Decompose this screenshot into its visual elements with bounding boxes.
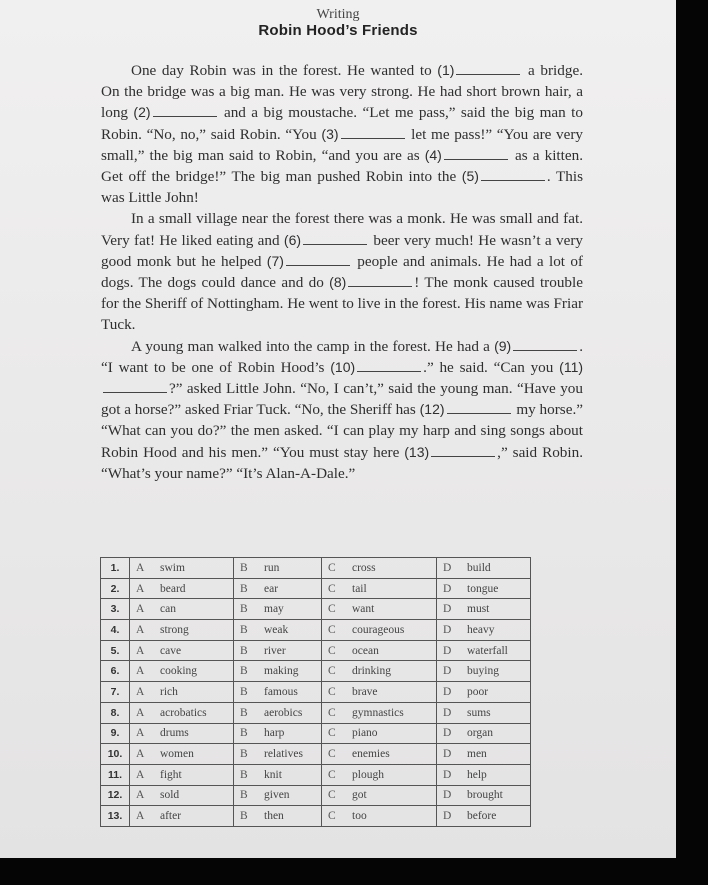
option-b[interactable]	[234, 723, 322, 744]
section-label: Writing	[316, 7, 360, 22]
option-letter: B	[240, 727, 248, 740]
question-number: 5.	[101, 640, 130, 661]
option-a[interactable]	[130, 578, 234, 599]
option-word: can	[160, 603, 176, 616]
option-c[interactable]	[322, 785, 437, 806]
answer-blank-12[interactable]	[447, 401, 511, 414]
options-row	[101, 620, 531, 641]
option-c[interactable]	[322, 620, 437, 641]
option-letter: B	[240, 748, 248, 761]
option-letter: D	[443, 561, 452, 574]
options-row	[101, 640, 531, 661]
text-run: . “I want to be one of Robin Hood’s	[101, 337, 583, 376]
options-row	[101, 578, 531, 599]
gap-number-8: (8)	[329, 274, 347, 291]
text-run: . This was Little John!	[101, 168, 583, 207]
option-word: cave	[160, 644, 182, 657]
option-letter: C	[328, 644, 336, 657]
option-d[interactable]	[437, 723, 531, 744]
option-word: want	[352, 603, 375, 616]
option-word: piano	[352, 727, 378, 740]
gap-number-5: (5)	[461, 168, 479, 185]
text-run: ! The monk caused trouble for the Sheriff of Nottingham. He went to live in the forest. His name was Friar Tuck.	[101, 274, 583, 334]
option-c[interactable]	[322, 640, 437, 661]
answer-blank-1[interactable]	[456, 62, 520, 75]
option-a[interactable]	[130, 599, 234, 620]
options-row	[101, 806, 531, 827]
option-a[interactable]	[130, 661, 234, 682]
option-word: beard	[160, 582, 186, 595]
option-letter: B	[240, 685, 248, 698]
option-a[interactable]	[130, 785, 234, 806]
answer-blank-6[interactable]	[303, 232, 367, 245]
option-word: brought	[467, 789, 503, 802]
option-letter: D	[443, 789, 452, 802]
option-letter: C	[328, 768, 336, 781]
option-letter: D	[443, 810, 452, 823]
option-letter: B	[240, 768, 248, 781]
option-word: build	[467, 561, 491, 574]
option-letter: B	[240, 561, 248, 574]
question-number: 3.	[101, 599, 130, 620]
option-a[interactable]	[130, 620, 234, 641]
option-word: making	[264, 665, 299, 678]
gap-number-12: (12)	[419, 401, 445, 418]
option-word: fight	[160, 768, 182, 781]
option-word: acrobatics	[160, 706, 207, 719]
option-letter: C	[328, 748, 336, 761]
option-a[interactable]	[130, 723, 234, 744]
gap-number-6: (6)	[283, 231, 302, 248]
option-d[interactable]	[437, 640, 531, 661]
option-word: women	[160, 748, 194, 761]
option-letter: A	[136, 748, 145, 761]
option-letter: B	[240, 789, 248, 802]
options-row	[101, 764, 531, 785]
option-letter: A	[136, 810, 145, 823]
gap-number-9: (9)	[494, 337, 512, 354]
option-letter: B	[240, 644, 248, 657]
option-letter: A	[136, 789, 145, 802]
option-word: ocean	[352, 644, 379, 657]
option-d[interactable]	[437, 702, 531, 723]
option-letter: B	[240, 582, 248, 595]
option-word: aerobics	[264, 706, 303, 719]
option-c[interactable]	[322, 702, 437, 723]
option-letter: B	[240, 810, 248, 823]
option-letter: C	[328, 623, 336, 636]
option-letter: C	[328, 685, 336, 698]
option-word: strong	[160, 623, 189, 636]
option-word: may	[264, 603, 284, 616]
answer-blank-10[interactable]	[357, 359, 421, 372]
question-number: 12.	[101, 785, 130, 806]
text-run: .” he said. “Can you	[423, 358, 560, 376]
text-run: A young man walked into the camp in the forest. He had a	[131, 337, 495, 355]
story-text	[101, 60, 583, 484]
option-letter: A	[136, 706, 145, 719]
answer-blank-3[interactable]	[341, 126, 405, 139]
question-number: 9.	[101, 723, 130, 744]
option-word: gymnastics	[352, 706, 404, 719]
question-number: 13.	[101, 806, 130, 827]
answer-blank-13[interactable]	[431, 444, 495, 457]
option-letter: A	[136, 561, 145, 574]
options-row	[101, 558, 531, 579]
option-letter: B	[240, 603, 248, 616]
gap-number-13: (13)	[404, 443, 430, 460]
gap-number-7: (7)	[266, 252, 284, 269]
gap-number-10: (10)	[330, 358, 356, 375]
option-b[interactable]	[234, 785, 322, 806]
text-run: ?” asked Little John. “No, I can’t,” said the young man. “Have you got a horse?” asked Friar Tuck. “No, the Sheriff has	[101, 380, 583, 419]
options-row	[101, 702, 531, 723]
option-word: organ	[467, 727, 493, 740]
option-letter: B	[240, 665, 248, 678]
option-a[interactable]	[130, 682, 234, 703]
question-number: 10.	[101, 744, 130, 765]
answer-blank-11[interactable]	[103, 380, 167, 393]
text-run: In a small village near the forest there was a monk. He was small and fat. Very fat! He liked eating and	[101, 210, 583, 249]
option-a[interactable]	[130, 702, 234, 723]
options-row	[101, 744, 531, 765]
question-number: 7.	[101, 682, 130, 703]
option-letter: B	[240, 706, 248, 719]
option-letter: A	[136, 727, 145, 740]
option-letter: C	[328, 706, 336, 719]
answer-blank-5[interactable]	[481, 168, 545, 181]
option-a[interactable]	[130, 764, 234, 785]
option-c[interactable]	[322, 558, 437, 579]
option-word: tail	[352, 582, 367, 595]
option-letter: D	[443, 748, 452, 761]
option-d[interactable]	[437, 620, 531, 641]
option-a[interactable]	[130, 806, 234, 827]
paragraph-1	[101, 60, 583, 208]
option-b[interactable]	[234, 640, 322, 661]
gap-number-11: (11)	[559, 358, 584, 375]
page-title: Robin Hood’s Friends	[258, 22, 418, 39]
option-word: famous	[264, 685, 298, 698]
option-letter: D	[443, 665, 452, 678]
text-run: let me pass!” “You are very small,” the big man said to Robin, “and you are as	[101, 125, 583, 164]
text-run: people and animals. He had a lot of dogs. The dogs could dance and do	[101, 252, 583, 292]
option-word: tongue	[467, 582, 499, 595]
option-word: got	[352, 789, 367, 802]
text-run: as a kitten. Get off the bridge!” The big man pushed Robin into the	[101, 146, 583, 186]
answer-blank-4[interactable]	[444, 147, 508, 160]
option-b[interactable]	[234, 578, 322, 599]
option-b[interactable]	[234, 558, 322, 579]
options-row	[101, 785, 531, 806]
option-word: swim	[160, 561, 185, 574]
option-letter: D	[443, 582, 452, 595]
option-d[interactable]	[437, 578, 531, 599]
question-number: 1.	[101, 558, 130, 579]
option-b[interactable]	[234, 744, 322, 765]
option-b[interactable]	[234, 661, 322, 682]
option-b[interactable]	[234, 599, 322, 620]
option-letter: A	[136, 582, 145, 595]
option-c[interactable]	[322, 682, 437, 703]
option-b[interactable]	[234, 702, 322, 723]
option-letter: D	[443, 644, 452, 657]
question-number: 11.	[101, 764, 130, 785]
option-letter: B	[240, 623, 248, 636]
options-row	[101, 661, 531, 682]
option-word: men	[467, 748, 487, 761]
question-number: 2.	[101, 578, 130, 599]
option-letter: D	[443, 706, 452, 719]
option-word: courageous	[352, 623, 405, 636]
option-word: waterfall	[467, 644, 508, 657]
option-word: enemies	[352, 748, 390, 761]
text-run: One day Robin was in the forest. He wanted to	[131, 62, 438, 79]
gap-number-4: (4)	[424, 146, 442, 163]
question-number: 6.	[101, 661, 130, 682]
gap-number-2: (2)	[133, 104, 151, 121]
options-row	[101, 599, 531, 620]
option-word: knit	[264, 768, 282, 781]
option-d[interactable]	[437, 806, 531, 827]
answer-blank-9[interactable]	[513, 338, 577, 351]
options-table	[100, 557, 531, 827]
option-b[interactable]	[234, 806, 322, 827]
option-c[interactable]	[322, 806, 437, 827]
option-word: help	[467, 768, 487, 781]
option-word: relatives	[264, 748, 303, 761]
option-letter: D	[443, 685, 452, 698]
option-letter: C	[328, 789, 336, 802]
option-word: sums	[467, 706, 491, 719]
option-d[interactable]	[437, 682, 531, 703]
option-d[interactable]	[437, 764, 531, 785]
option-b[interactable]	[234, 764, 322, 785]
option-letter: D	[443, 727, 452, 740]
option-d[interactable]	[437, 599, 531, 620]
option-d[interactable]	[437, 744, 531, 765]
option-word: given	[264, 789, 290, 802]
option-c[interactable]	[322, 723, 437, 744]
text-run: a bridge. On the bridge was a big man. He was very strong. He had short brown hair, a long	[101, 62, 583, 122]
gap-number-3: (3)	[321, 125, 339, 142]
answer-blank-8[interactable]	[348, 274, 412, 287]
option-c[interactable]	[322, 578, 437, 599]
option-word: heavy	[467, 623, 495, 636]
option-word: too	[352, 810, 367, 823]
option-letter: C	[328, 582, 336, 595]
option-word: weak	[264, 623, 289, 636]
option-word: must	[467, 603, 490, 616]
answer-blank-2[interactable]	[153, 104, 217, 117]
option-c[interactable]	[322, 661, 437, 682]
option-a[interactable]	[130, 744, 234, 765]
option-word: river	[264, 644, 286, 657]
option-word: before	[467, 810, 497, 823]
option-word: drinking	[352, 665, 391, 678]
text-run: ,” said Robin. “What’s your name?” “It’s Alan-A-Dale.”	[101, 443, 583, 482]
text-run: and a big moustache. “Let me pass,” said the big man to Robin. “No, no,” said Robin. “You	[101, 104, 583, 143]
option-d[interactable]	[437, 558, 531, 579]
option-c[interactable]	[322, 744, 437, 765]
option-word: brave	[352, 685, 378, 698]
text-run: beer very much! He wasn’t a very good monk but he helped	[101, 231, 583, 270]
option-word: then	[264, 810, 284, 823]
option-d[interactable]	[437, 661, 531, 682]
gap-number-1: (1)	[437, 62, 455, 78]
option-word: ear	[264, 582, 279, 595]
option-letter: D	[443, 623, 452, 636]
option-word: cross	[352, 561, 376, 574]
option-letter: C	[328, 603, 336, 616]
option-word: run	[264, 561, 280, 574]
paragraph-2	[101, 208, 583, 335]
option-letter: A	[136, 685, 145, 698]
option-word: plough	[352, 768, 384, 781]
option-c[interactable]	[322, 599, 437, 620]
question-number: 8.	[101, 702, 130, 723]
options-row	[101, 682, 531, 703]
option-b[interactable]	[234, 620, 322, 641]
option-word: poor	[467, 685, 489, 698]
option-letter: C	[328, 727, 336, 740]
question-number: 4.	[101, 620, 130, 641]
option-letter: A	[136, 644, 145, 657]
option-word: sold	[160, 789, 180, 802]
option-word: cooking	[160, 665, 198, 678]
paragraph-3	[101, 336, 583, 484]
option-letter: A	[136, 603, 145, 616]
text-run: my horse.” “What can you do?” the men asked. “I can play my harp and sing songs about Robin Hood and his men.” “You must stay here	[101, 401, 583, 461]
option-letter: D	[443, 603, 452, 616]
option-word: after	[160, 810, 182, 823]
option-letter: A	[136, 665, 145, 678]
option-c[interactable]	[322, 764, 437, 785]
option-b[interactable]	[234, 682, 322, 703]
option-letter: A	[136, 623, 145, 636]
option-word: drums	[160, 727, 189, 740]
option-a[interactable]	[130, 558, 234, 579]
option-letter: C	[328, 810, 336, 823]
option-letter: C	[328, 561, 336, 574]
option-word: harp	[264, 727, 285, 740]
option-word: buying	[467, 665, 499, 678]
options-row	[101, 723, 531, 744]
option-letter: D	[443, 768, 452, 781]
option-d[interactable]	[437, 785, 531, 806]
option-word: rich	[160, 685, 178, 698]
option-letter: C	[328, 665, 336, 678]
option-letter: A	[136, 768, 145, 781]
answer-blank-7[interactable]	[286, 253, 350, 266]
option-a[interactable]	[130, 640, 234, 661]
